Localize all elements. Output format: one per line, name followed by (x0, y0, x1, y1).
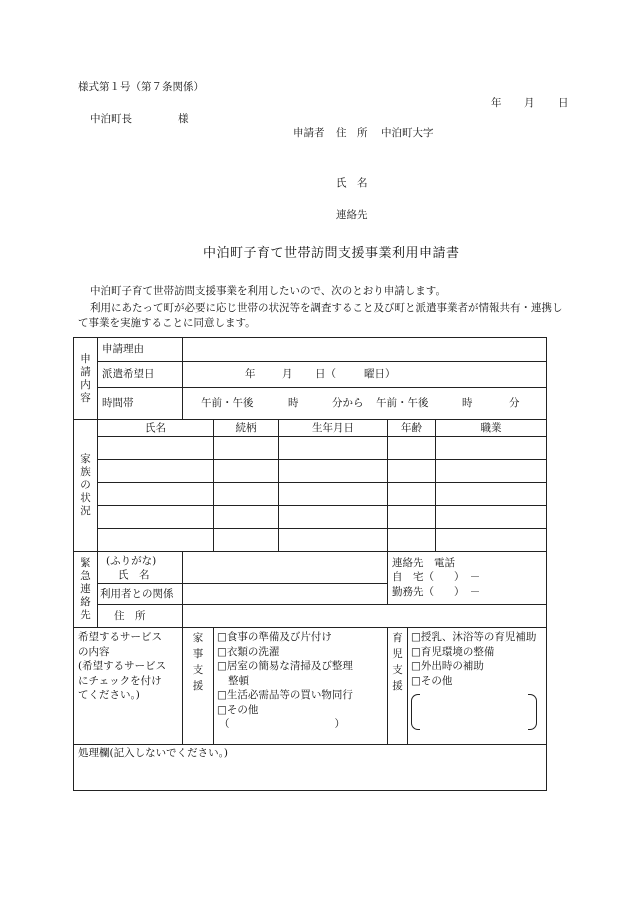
emergency-name-label: 氏 名 (118, 568, 150, 581)
work-phone-label: 勤務先（ (392, 585, 434, 598)
family-name-cell[interactable] (98, 483, 214, 506)
applicant-address-value[interactable]: 中泊町大字 (381, 127, 434, 139)
time-ampm-end: 午前・午後 (376, 397, 429, 409)
family-occupation-cell[interactable] (436, 460, 547, 483)
processing-field (74, 745, 547, 791)
family-name-cell[interactable] (98, 460, 214, 483)
family-age-cell[interactable] (388, 529, 436, 552)
family-col-age: 年齢 (388, 420, 436, 437)
housework-item-meal[interactable]: □食事の準備及び片付け (217, 631, 332, 643)
date-label: 派遣希望日 (98, 362, 183, 388)
home-phone-close: ） － (454, 570, 481, 583)
relation-label: 利用者との関係 (98, 584, 183, 605)
form-number: 様式第１号（第７条関係） (78, 81, 204, 93)
family-col-relation: 続柄 (214, 420, 279, 437)
family-birthdate-cell[interactable] (279, 437, 388, 460)
family-age-cell[interactable] (388, 437, 436, 460)
childcare-item-environment[interactable]: □育児環境の整備 (411, 645, 495, 658)
family-name-cell[interactable] (98, 529, 214, 552)
family-age-cell[interactable] (388, 506, 436, 529)
family-occupation-cell[interactable] (436, 506, 547, 529)
processing-label: 処理欄(記入しないでください。) (78, 747, 228, 759)
family-name-cell[interactable] (98, 506, 214, 529)
date-year: 年 (245, 368, 256, 380)
home-phone-label: 自 宅（ (392, 570, 434, 583)
family-row (74, 437, 547, 460)
family-occupation-cell[interactable] (436, 437, 547, 460)
emergency-name-field[interactable] (183, 552, 388, 584)
housework-list (214, 628, 388, 745)
family-birthdate-cell[interactable] (279, 460, 388, 483)
family-occupation-cell[interactable] (436, 483, 547, 506)
housework-item-other[interactable]: □その他 (217, 703, 259, 716)
family-name-cell[interactable] (98, 437, 214, 460)
time-minute-end: 分 (509, 397, 520, 409)
family-age-cell[interactable] (388, 483, 436, 506)
furigana-label: (ふりがな) (106, 554, 157, 567)
date-year-label: 年 (491, 97, 502, 109)
reason-field[interactable] (183, 338, 547, 362)
emergency-contact-label: 連絡先 電話 (392, 556, 455, 569)
family-relation-cell[interactable] (214, 529, 279, 552)
childcare-other-field[interactable] (411, 694, 537, 730)
time-hour-start: 時 (288, 397, 299, 409)
time-ampm-start: 午前・午後 (201, 397, 254, 409)
family-birthdate-cell[interactable] (279, 506, 388, 529)
childcare-label: 育児支援 (388, 628, 408, 745)
addressee: 中泊町長 (90, 113, 132, 125)
applicant-name-label: 氏 名 (336, 177, 368, 189)
date-dow: 曜日） (364, 368, 396, 380)
application-section-label: 申請内容 (74, 338, 98, 420)
reason-label: 申請理由 (98, 338, 183, 362)
housework-label: 家事支援 (183, 628, 214, 745)
childcare-list (408, 628, 547, 745)
housework-item-cleaning-cont: 整頓 (228, 674, 249, 687)
family-row (74, 506, 547, 529)
application-form-table (73, 337, 547, 791)
time-field[interactable] (183, 388, 547, 420)
date-day: 日（ (315, 368, 336, 380)
family-col-birthdate: 生年月日 (279, 420, 388, 437)
date-month-label: 月 (524, 97, 535, 109)
childcare-item-other[interactable]: □その他 (411, 674, 453, 687)
document-title: 中泊町子育て世帯訪問支援事業利用申請書 (203, 246, 460, 261)
intro-line-1: 中泊町子育て世帯訪問支援事業を利用したいので、次のとおり申請します。 (90, 285, 446, 297)
emergency-name-label-cell (98, 552, 183, 584)
work-phone-close: ） － (454, 585, 481, 598)
emergency-phone-cell (388, 552, 547, 605)
time-from: 分から (332, 397, 364, 409)
date-field[interactable] (183, 362, 547, 388)
housework-item-laundry[interactable]: □衣類の洗濯 (217, 645, 280, 658)
applicant-address-label: 住 所 (336, 127, 368, 139)
intro-line-2: 利用にあたって町が必要に応じ世帯の状況等を調査すること及び町と派遣事業者が情報共有・連携して事業を実施することに同意します。 (78, 302, 563, 329)
family-relation-cell[interactable] (214, 506, 279, 529)
applicant-contact-label: 連絡先 (336, 209, 368, 221)
family-section-label: 家族の状況 (74, 420, 98, 552)
services-description: 希望するサービス の内容 (希望するサービス にチェックを付け てください。) (74, 628, 183, 745)
family-row (74, 483, 547, 506)
childcare-item-outing[interactable]: □外出時の補助 (411, 660, 484, 672)
emergency-address-label: 住 所 (98, 605, 183, 628)
family-row (74, 529, 547, 552)
family-relation-cell[interactable] (214, 483, 279, 506)
family-birthdate-cell[interactable] (279, 529, 388, 552)
bracket-right-icon (528, 694, 537, 730)
applicant-label: 申請者 (293, 127, 325, 139)
family-relation-cell[interactable] (214, 437, 279, 460)
family-birthdate-cell[interactable] (279, 483, 388, 506)
family-age-cell[interactable] (388, 460, 436, 483)
time-hour-end: 時 (462, 397, 473, 409)
emergency-address-field[interactable] (183, 605, 547, 628)
family-col-name: 氏名 (98, 420, 214, 437)
family-col-occupation: 職業 (436, 420, 547, 437)
honorific: 様 (178, 113, 189, 125)
relation-field[interactable] (183, 584, 388, 605)
housework-item-shopping[interactable]: □生活必需品等の買い物同行 (217, 689, 353, 701)
date-day-label: 日 (558, 97, 569, 109)
time-label: 時間帯 (98, 388, 183, 420)
childcare-item-nursing[interactable]: □授乳、沐浴等の育児補助 (411, 631, 537, 643)
date-month: 月 (282, 368, 293, 380)
family-row (74, 460, 547, 483)
bracket-left-icon (411, 694, 420, 730)
housework-other-field[interactable]: （ ） (219, 718, 345, 730)
housework-item-cleaning[interactable]: □居室の簡易な清掃及び整理 (217, 660, 353, 672)
family-occupation-cell[interactable] (436, 529, 547, 552)
family-relation-cell[interactable] (214, 460, 279, 483)
emergency-section-label: 緊急連絡先 (74, 552, 98, 628)
